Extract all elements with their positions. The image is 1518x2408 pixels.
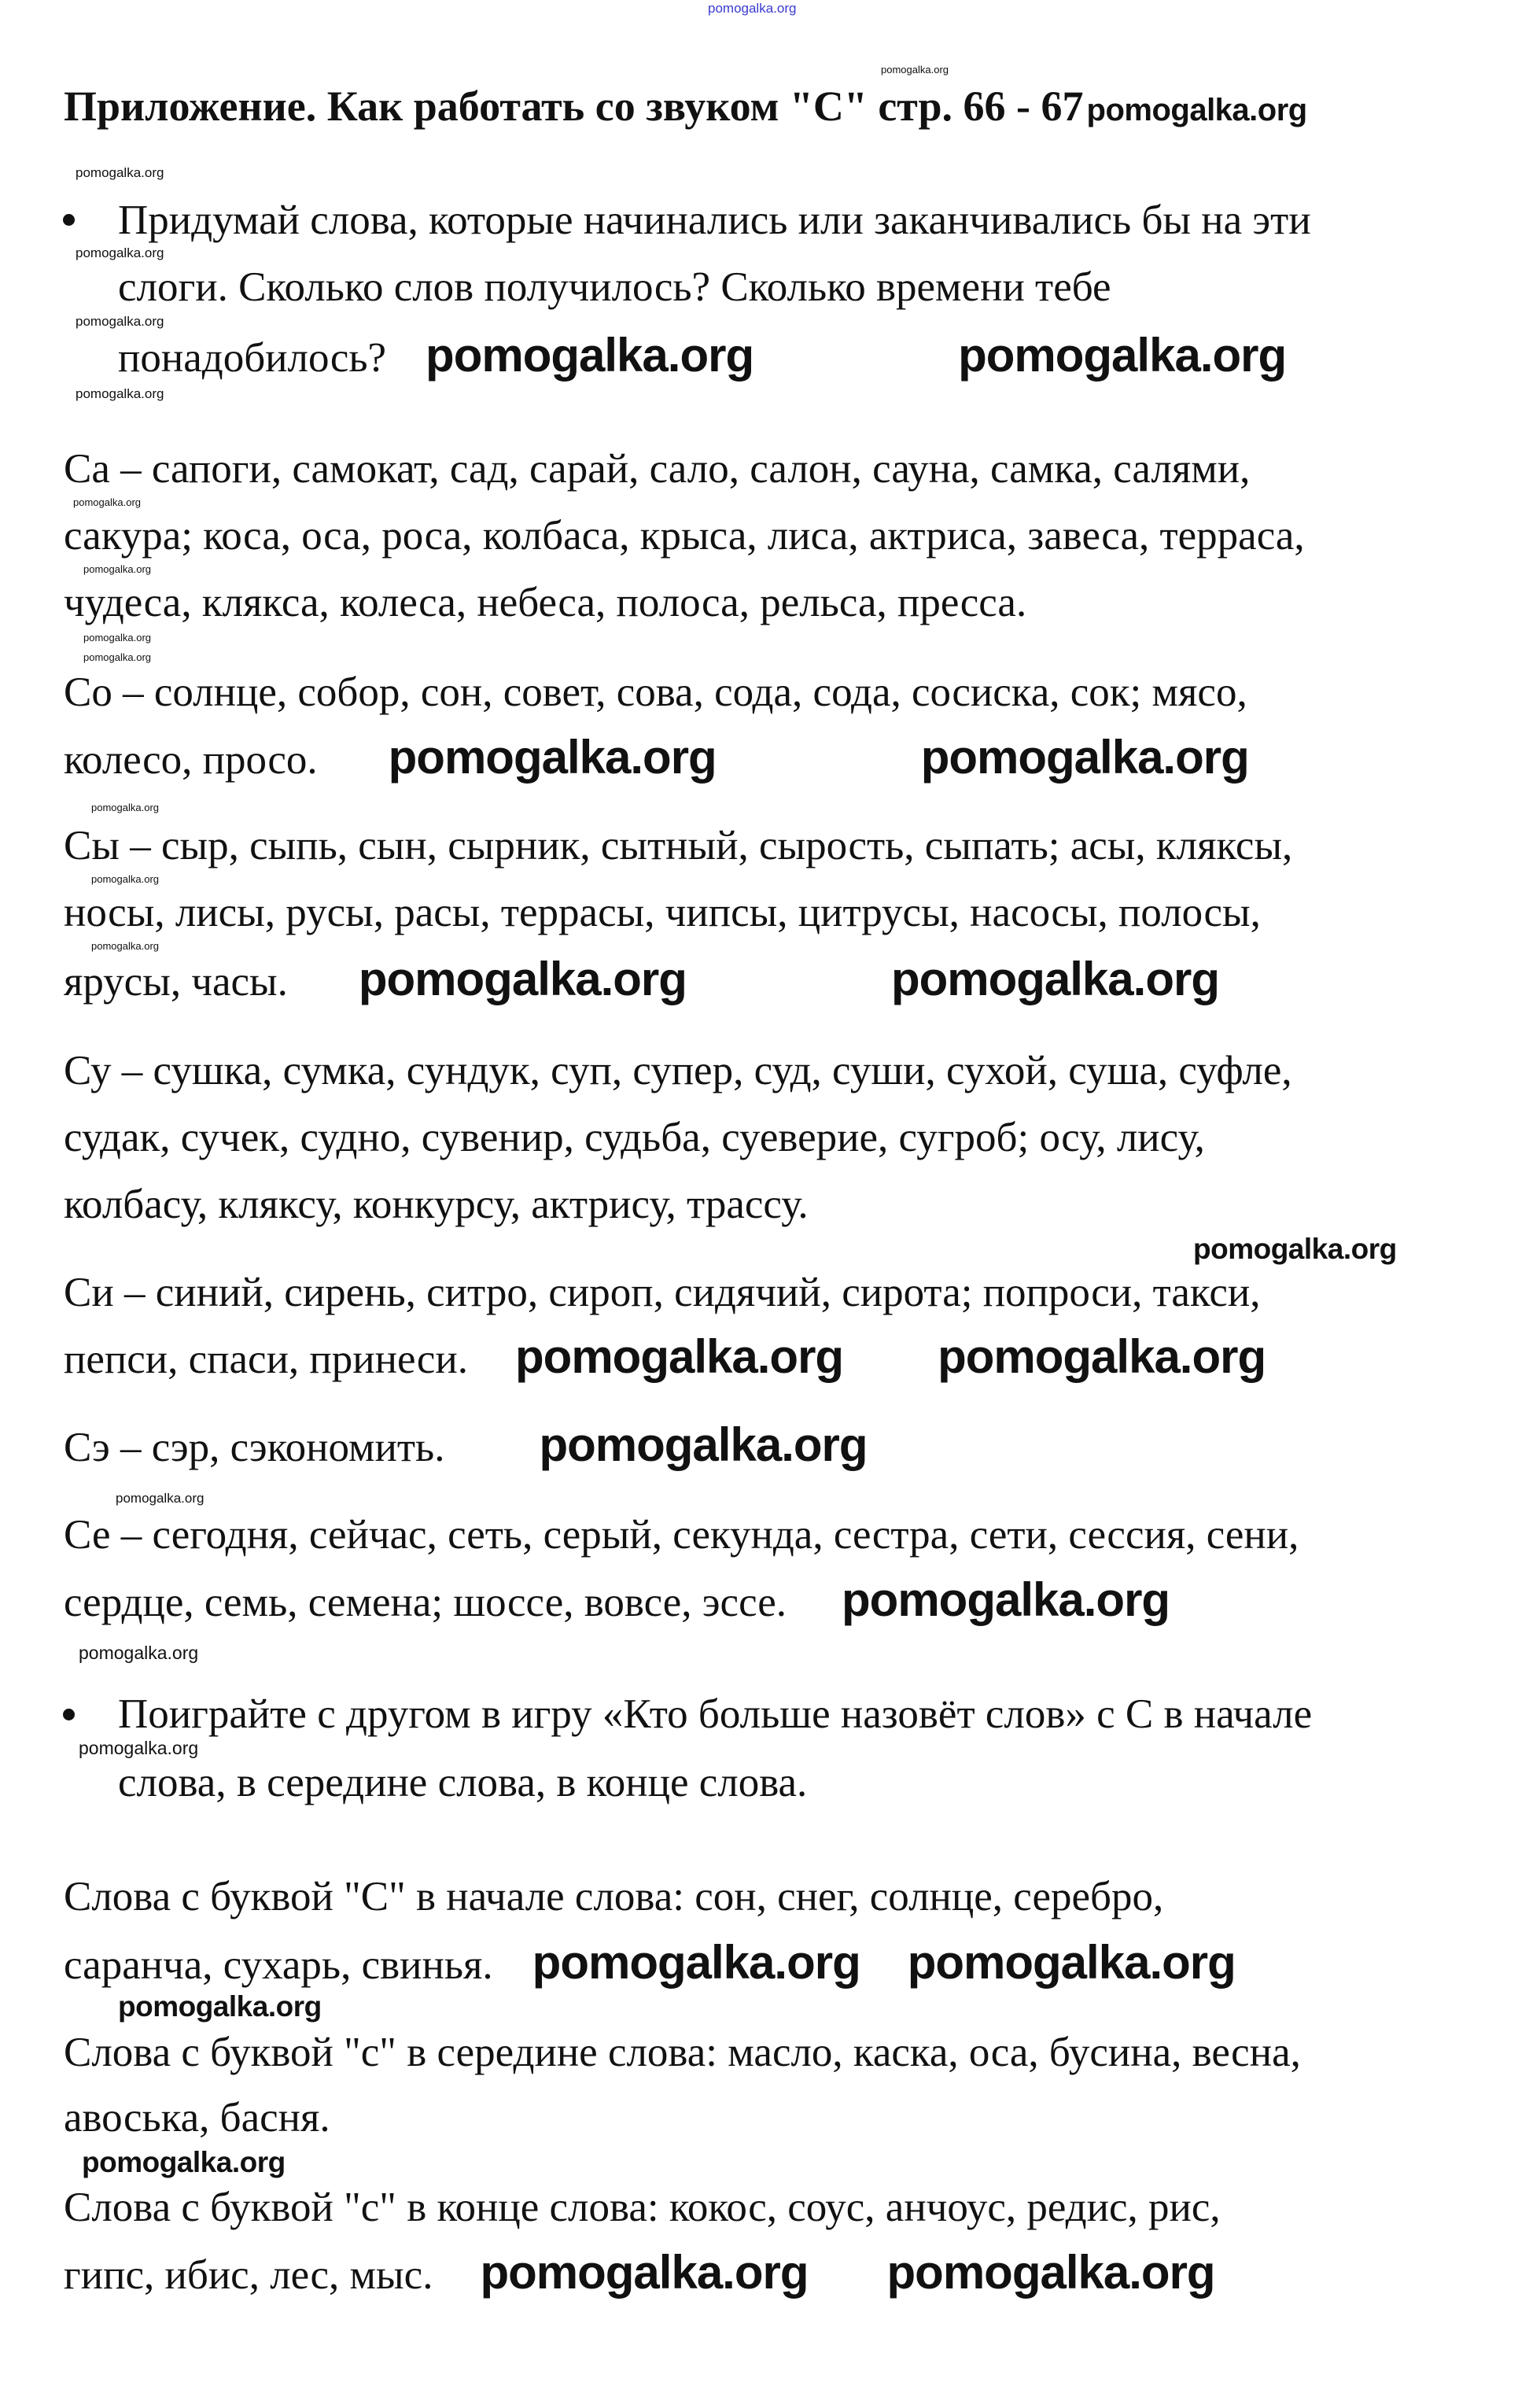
watermark: pomogalka.org (83, 632, 151, 643)
answer-line (64, 822, 1292, 869)
answer-line (64, 1418, 868, 1471)
answer-line (64, 731, 1249, 784)
watermark: pomogalka.org (938, 1330, 1266, 1383)
answer-line (64, 1511, 1299, 1558)
words-line (64, 1936, 1236, 1989)
watermark: pomogalka.org (76, 314, 164, 329)
bullet-icon (63, 214, 75, 226)
page-title: Приложение. Как работать со звуком "С" стр. 66 - 67 (64, 83, 1084, 130)
words-line (64, 1873, 1163, 1920)
task-line (118, 329, 1287, 382)
answer-text: Сы – сыр, сыпь, сын, сырник, сытный, сырость, сыпать; асы, кляксы, (64, 823, 1293, 868)
bullet-icon (63, 1709, 75, 1720)
words-text: Слова с буквой "С" в начале слова: сон, снег, солнце, серебро, (64, 1874, 1164, 1919)
answer-line (64, 1573, 1170, 1626)
task-text: Придумай слова, которые начинались или заканчивались бы на эти (118, 197, 1311, 243)
answer-line (64, 512, 1305, 559)
watermark: pomogalka.org (76, 245, 164, 260)
answer-line (64, 889, 1261, 936)
answer-text: Са – сапоги, самокат, сад, сарай, сало, салон, сауна, самка, салями, (64, 446, 1251, 492)
words-line (64, 2094, 330, 2141)
answer-text: Со – солнце, собор, сон, совет, сова, сода, сода, сосиска, сок; мясо, (64, 669, 1247, 715)
words-text: саранча, сухарь, свинья. (64, 1942, 493, 1988)
watermark: pomogalka.org (1086, 93, 1307, 127)
answer-line (64, 953, 1219, 1005)
answer-line (64, 1114, 1205, 1161)
watermark: pomogalka.org (116, 1491, 204, 1506)
task-text: понадобилось? (118, 335, 387, 381)
answer-line (64, 1330, 1266, 1383)
watermark: pomogalka.org (515, 1330, 844, 1383)
watermark: pomogalka.org (79, 1738, 199, 1758)
task-line (118, 1759, 807, 1806)
watermark: pomogalka.org (76, 386, 164, 401)
watermark: pomogalka.org (1193, 1233, 1397, 1265)
watermark: pomogalka.org (881, 64, 949, 76)
watermark: pomogalka.org (958, 329, 1287, 382)
watermark: pomogalka.org (76, 165, 164, 180)
answer-line (64, 445, 1250, 492)
watermark: pomogalka.org (83, 563, 151, 575)
answer-text: ярусы, часы. (64, 959, 288, 1005)
task-text: слоги. Сколько слов получилось? Сколько времени тебе (118, 264, 1111, 310)
watermark: pomogalka.org (82, 2146, 286, 2178)
task-line (118, 1691, 1312, 1738)
title-row (64, 82, 1307, 131)
watermark: pomogalka.org (91, 873, 159, 885)
watermark: pomogalka.org (920, 731, 1249, 784)
watermark: pomogalka.org (708, 1, 797, 16)
watermark: pomogalka.org (890, 953, 1219, 1005)
answer-line (64, 1269, 1261, 1316)
answer-text: Сэ – сэр, сэкономить. (64, 1425, 445, 1470)
answer-text: сердце, семь, семена; шоссе, вовсе, эссе. (64, 1580, 787, 1625)
words-text: Слова с буквой "с" в середине слова: масло, каска, оса, бусина, весна, (64, 2030, 1301, 2075)
watermark: pomogalka.org (907, 1936, 1236, 1989)
words-text: гипс, ибис, лес, мыс. (64, 2252, 433, 2298)
watermark: pomogalka.org (91, 802, 159, 813)
words-line (64, 2246, 1215, 2299)
answer-text: носы, лисы, русы, расы, террасы, чипсы, цитрусы, насосы, полосы, (64, 890, 1261, 935)
answer-text: судак, сучек, судно, сувенир, судьба, суеверие, сугроб; осу, лису, (64, 1115, 1205, 1160)
words-line (64, 2184, 1221, 2231)
answer-line (64, 579, 1026, 626)
watermark: pomogalka.org (83, 651, 151, 663)
watermark: pomogalka.org (426, 329, 754, 382)
watermark: pomogalka.org (842, 1573, 1170, 1626)
watermark: pomogalka.org (388, 731, 717, 784)
watermark: pomogalka.org (118, 1990, 322, 2023)
watermark: pomogalka.org (539, 1418, 868, 1471)
answer-text: сакура; коса, оса, роса, колбаса, крыса, лиса, актриса, завеса, терраса, (64, 513, 1305, 559)
task-text: Поиграйте с другом в игру «Кто больше назовёт слов» с С в начале (118, 1691, 1313, 1737)
watermark: pomogalka.org (886, 2246, 1215, 2299)
task-line (118, 197, 1311, 244)
words-text: авоська, басня. (64, 2095, 330, 2141)
words-line (64, 2029, 1301, 2076)
answer-line (64, 1047, 1292, 1094)
answer-text: Си – синий, сирень, ситро, сироп, сидячий, сирота; попроси, такси, (64, 1270, 1261, 1315)
answer-text: Су – сушка, сумка, сундук, суп, супер, суд, суши, сухой, суша, суфле, (64, 1048, 1292, 1093)
answer-line (64, 669, 1247, 716)
watermark: pomogalka.org (358, 953, 687, 1005)
answer-text: колбасу, кляксу, конкурсу, актрису, трассу. (64, 1182, 809, 1227)
watermark: pomogalka.org (91, 940, 159, 952)
watermark: pomogalka.org (79, 1643, 199, 1663)
task-text: слова, в середине слова, в конце слова. (118, 1760, 808, 1805)
answer-text: колесо, просо. (64, 737, 318, 783)
watermark: pomogalka.org (532, 1936, 860, 1989)
answer-line (64, 1181, 809, 1228)
answer-text: чудеса, клякса, колеса, небеса, полоса, рельса, пресса. (64, 580, 1027, 625)
watermark: pomogalka.org (480, 2246, 809, 2299)
words-text: Слова с буквой "с" в конце слова: кокос, соус, анчоус, редис, рис, (64, 2185, 1221, 2230)
watermark: pomogalka.org (73, 496, 141, 508)
answer-text: Се – сегодня, сейчас, сеть, серый, секунда, сестра, сети, сессия, сени, (64, 1512, 1299, 1558)
task-line (118, 264, 1111, 311)
answer-text: пепси, спаси, принеси. (64, 1337, 469, 1382)
